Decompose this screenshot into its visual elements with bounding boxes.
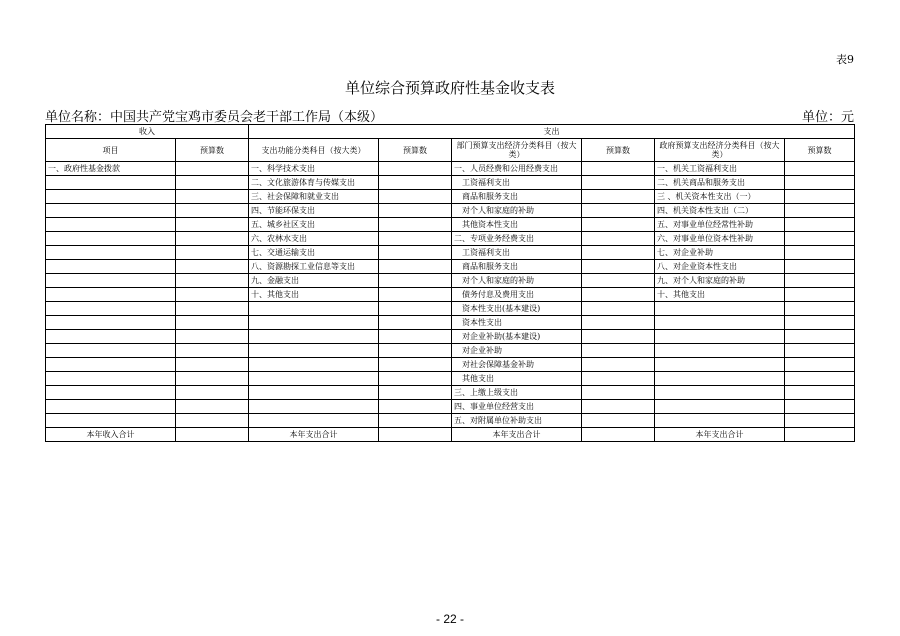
- gov-item-cell: [655, 400, 785, 414]
- dept-item-cell: 工资福利支出: [452, 246, 582, 260]
- income-item-cell: [46, 316, 176, 330]
- budget-cell: [785, 232, 855, 246]
- income-item-cell: [46, 344, 176, 358]
- table-row: [46, 358, 855, 372]
- dept-item-cell: 二、专项业务经费支出: [452, 232, 582, 246]
- func-item-cell: 十、其他支出: [249, 288, 379, 302]
- budget-cell: [379, 428, 452, 442]
- budget-cell: [582, 232, 655, 246]
- gov-item-cell: [655, 372, 785, 386]
- budget-cell: [785, 288, 855, 302]
- budget-cell: [176, 288, 249, 302]
- dept-item-cell: 商品和服务支出: [452, 190, 582, 204]
- gov-total-label: 本年支出合计: [655, 428, 785, 442]
- income-item-cell: [46, 330, 176, 344]
- budget-cell: [785, 246, 855, 260]
- budget-cell: [379, 274, 452, 288]
- budget-cell: [379, 344, 452, 358]
- gov-item-cell: 十、其他支出: [655, 288, 785, 302]
- budget-cell: [176, 330, 249, 344]
- budget-cell: [379, 372, 452, 386]
- table-row: [46, 274, 855, 288]
- budget-cell: [176, 414, 249, 428]
- budget-cell: [379, 316, 452, 330]
- gov-item-cell: 三 、机关资本性支出（一）: [655, 190, 785, 204]
- dept-item-cell: 对企业补助(基本建设): [452, 330, 582, 344]
- budget-cell: [176, 400, 249, 414]
- gov-item-cell: [655, 414, 785, 428]
- budget-cell: [582, 190, 655, 204]
- budget-cell: [379, 400, 452, 414]
- budget-cell: [379, 162, 452, 176]
- gov-item-cell: 六、对事业单位资本性补助: [655, 232, 785, 246]
- table-row: [46, 162, 855, 176]
- dept-item-cell: 三、上缴上级支出: [452, 386, 582, 400]
- dept-item-cell: 资本性支出(基本建设): [452, 302, 582, 316]
- table-row: [46, 414, 855, 428]
- budget-cell: [379, 330, 452, 344]
- budget-cell: [582, 330, 655, 344]
- page-title: 单位综合预算政府性基金收支表: [344, 79, 555, 97]
- expense-header: 支出: [249, 125, 855, 139]
- dept-econ-class-header: 部门预算支出经济分类科目（按大类）: [452, 139, 582, 162]
- gov-item-cell: [655, 302, 785, 316]
- income-item-cell: [46, 190, 176, 204]
- income-item-cell: [46, 386, 176, 400]
- gov-item-cell: [655, 344, 785, 358]
- budget-cell: [785, 176, 855, 190]
- budget-cell: [582, 260, 655, 274]
- budget-cell: [176, 302, 249, 316]
- func-item-cell: [249, 400, 379, 414]
- func-item-cell: [249, 302, 379, 316]
- table-row: [46, 302, 855, 316]
- table-row: [46, 288, 855, 302]
- budget-cell: [582, 428, 655, 442]
- func-item-cell: [249, 344, 379, 358]
- table-row: [46, 190, 855, 204]
- budget-table: [45, 124, 855, 442]
- budget-header: 预算数: [785, 139, 855, 162]
- func-item-cell: [249, 358, 379, 372]
- income-total-label: 本年收入合计: [46, 428, 176, 442]
- budget-cell: [785, 316, 855, 330]
- budget-cell: [785, 330, 855, 344]
- income-item-cell: [46, 414, 176, 428]
- func-item-cell: 一、科学技术支出: [249, 162, 379, 176]
- budget-header: 预算数: [582, 139, 655, 162]
- dept-item-cell: 债务付息及费用支出: [452, 288, 582, 302]
- budget-cell: [785, 414, 855, 428]
- budget-cell: [582, 204, 655, 218]
- dept-item-cell: 资本性支出: [452, 316, 582, 330]
- func-item-cell: [249, 330, 379, 344]
- budget-cell: [582, 302, 655, 316]
- unit-line: [45, 106, 854, 125]
- budget-cell: [785, 358, 855, 372]
- budget-cell: [176, 204, 249, 218]
- func-item-cell: [249, 372, 379, 386]
- budget-cell: [176, 316, 249, 330]
- budget-cell: [785, 218, 855, 232]
- func-item-cell: 六、农林水支出: [249, 232, 379, 246]
- gov-item-cell: 四、机关资本性支出（二）: [655, 204, 785, 218]
- budget-cell: [582, 372, 655, 386]
- dept-item-cell: 工资福利支出: [452, 176, 582, 190]
- table-row: [46, 372, 855, 386]
- budget-cell: [785, 162, 855, 176]
- table-row: [46, 176, 855, 190]
- dept-item-cell: 对社会保障基金补助: [452, 358, 582, 372]
- currency-unit: 单位：元: [801, 110, 854, 125]
- budget-cell: [785, 274, 855, 288]
- table-row: [46, 232, 855, 246]
- budget-cell: [582, 344, 655, 358]
- func-item-cell: 七、交通运输支出: [249, 246, 379, 260]
- header-row-1: [46, 125, 855, 139]
- table-row: [46, 316, 855, 330]
- table-row: [46, 218, 855, 232]
- func-item-cell: 三、社会保障和就业支出: [249, 190, 379, 204]
- budget-cell: [176, 246, 249, 260]
- gov-item-cell: [655, 330, 785, 344]
- func-item-cell: [249, 316, 379, 330]
- gov-econ-class-header: 政府预算支出经济分类科目（按大类）: [655, 139, 785, 162]
- table-row: [46, 386, 855, 400]
- budget-cell: [176, 358, 249, 372]
- income-item-cell: [46, 274, 176, 288]
- budget-header: 预算数: [379, 139, 452, 162]
- income-item-cell: [46, 176, 176, 190]
- budget-cell: [379, 190, 452, 204]
- table-row: [46, 246, 855, 260]
- dept-item-cell: 其他支出: [452, 372, 582, 386]
- item-header: 项目: [46, 139, 176, 162]
- func-item-cell: 二、文化旅游体育与传媒支出: [249, 176, 379, 190]
- func-item-cell: [249, 386, 379, 400]
- budget-cell: [582, 246, 655, 260]
- gov-item-cell: 五、对事业单位经常性补助: [655, 218, 785, 232]
- func-class-header: 支出功能分类科目（按大类）: [249, 139, 379, 162]
- budget-cell: [379, 246, 452, 260]
- dept-item-cell: 四、事业单位经营支出: [452, 400, 582, 414]
- budget-cell: [785, 428, 855, 442]
- gov-item-cell: [655, 358, 785, 372]
- gov-item-cell: [655, 386, 785, 400]
- table-row: [46, 260, 855, 274]
- income-item-cell: [46, 260, 176, 274]
- budget-cell: [379, 386, 452, 400]
- budget-cell: [582, 274, 655, 288]
- budget-cell: [176, 428, 249, 442]
- budget-cell: [582, 176, 655, 190]
- dept-item-cell: 对企业补助: [452, 344, 582, 358]
- gov-item-cell: 七、对企业补助: [655, 246, 785, 260]
- func-total-label: 本年支出合计: [249, 428, 379, 442]
- budget-cell: [582, 386, 655, 400]
- dept-item-cell: 对个人和家庭的补助: [452, 274, 582, 288]
- budget-cell: [582, 358, 655, 372]
- income-item-cell: [46, 302, 176, 316]
- budget-cell: [785, 386, 855, 400]
- func-item-cell: 八、资源勘探工业信息等支出: [249, 260, 379, 274]
- budget-cell: [379, 204, 452, 218]
- dept-item-cell: 其他资本性支出: [452, 218, 582, 232]
- budget-cell: [176, 372, 249, 386]
- budget-cell: [582, 400, 655, 414]
- budget-cell: [176, 260, 249, 274]
- dept-item-cell: 一、人员经费和公用经费支出: [452, 162, 582, 176]
- budget-cell: [176, 232, 249, 246]
- dept-item-cell: 对个人和家庭的补助: [452, 204, 582, 218]
- func-item-cell: 九、金融支出: [249, 274, 379, 288]
- budget-cell: [176, 218, 249, 232]
- dept-item-cell: 商品和服务支出: [452, 260, 582, 274]
- unit-name: 单位名称：中国共产党宝鸡市委员会老干部工作局（本级）: [45, 110, 384, 125]
- budget-cell: [379, 176, 452, 190]
- budget-cell: [785, 260, 855, 274]
- gov-item-cell: 八、对企业资本性支出: [655, 260, 785, 274]
- budget-cell: [785, 302, 855, 316]
- budget-cell: [582, 288, 655, 302]
- income-item-cell: [46, 400, 176, 414]
- budget-cell: [379, 260, 452, 274]
- func-item-cell: 五、城乡社区支出: [249, 218, 379, 232]
- budget-header: 预算数: [176, 139, 249, 162]
- table-row: [46, 330, 855, 344]
- budget-cell: [582, 162, 655, 176]
- gov-item-cell: 九、对个人和家庭的补助: [655, 274, 785, 288]
- page-number: - 22 -: [435, 612, 464, 626]
- budget-cell: [785, 400, 855, 414]
- budget-cell: [176, 274, 249, 288]
- budget-cell: [176, 162, 249, 176]
- budget-cell: [582, 316, 655, 330]
- income-item-cell: [46, 204, 176, 218]
- income-item-cell: [46, 372, 176, 386]
- budget-cell: [379, 358, 452, 372]
- budget-cell: [176, 190, 249, 204]
- func-item-cell: 四、节能环保支出: [249, 204, 379, 218]
- budget-cell: [379, 302, 452, 316]
- gov-item-cell: 一、机关工资福利支出: [655, 162, 785, 176]
- budget-cell: [176, 344, 249, 358]
- gov-item-cell: [655, 316, 785, 330]
- table-row: [46, 204, 855, 218]
- income-item-cell: [46, 232, 176, 246]
- income-item-cell: [46, 288, 176, 302]
- dept-item-cell: 五、对附属单位补助支出: [452, 414, 582, 428]
- budget-cell: [379, 232, 452, 246]
- table-number: 表9: [836, 53, 854, 66]
- budget-cell: [379, 414, 452, 428]
- budget-cell: [379, 288, 452, 302]
- table-row: [46, 400, 855, 414]
- budget-cell: [785, 190, 855, 204]
- income-item-cell: [46, 218, 176, 232]
- income-item-cell: [46, 246, 176, 260]
- budget-cell: [176, 176, 249, 190]
- budget-cell: [785, 372, 855, 386]
- income-header: 收入: [46, 125, 249, 139]
- table-row: [46, 344, 855, 358]
- budget-cell: [582, 414, 655, 428]
- income-item-cell: 一、政府性基金拨款: [46, 162, 176, 176]
- func-item-cell: [249, 414, 379, 428]
- header-row-2: [46, 139, 855, 162]
- budget-cell: [785, 344, 855, 358]
- budget-cell: [582, 218, 655, 232]
- gov-item-cell: 二、机关商品和服务支出: [655, 176, 785, 190]
- budget-cell: [176, 386, 249, 400]
- budget-cell: [785, 204, 855, 218]
- budget-cell: [379, 218, 452, 232]
- income-item-cell: [46, 358, 176, 372]
- dept-total-label: 本年支出合计: [452, 428, 582, 442]
- total-row: [46, 428, 855, 442]
